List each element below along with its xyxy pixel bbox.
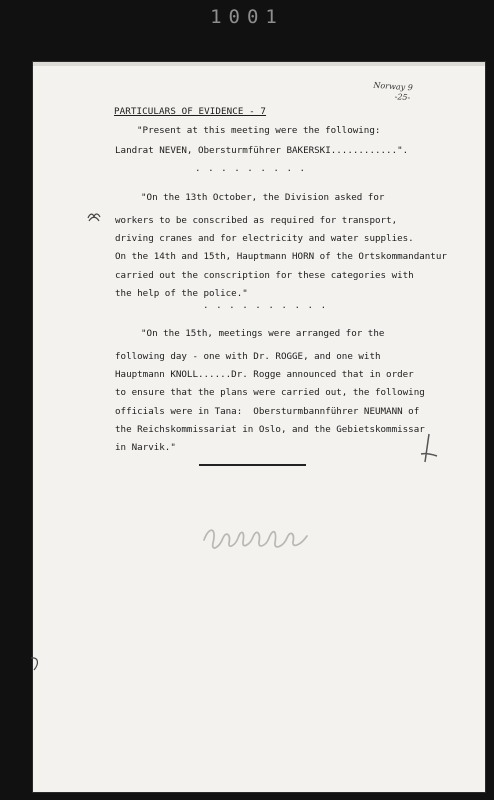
page-top-edge [33,62,485,66]
pencil-signature-icon [201,518,311,556]
document-heading: PARTICULARS OF EVIDENCE - 7 [114,106,267,117]
paragraph-1-line-1: "Present at this meeting were the following: [137,125,381,136]
pencil-hook-mark-icon [29,656,41,672]
paragraph-3-line-1: "On the 15th, meetings were arranged for the [141,328,385,339]
paragraph-3-body: following day - one with Dr. ROGGE, and one with Hauptmann KNOLL......Dr. Rogge announced that in order to ensure that the plans were carried out, the following officials were in Tana: Obersturmbannführer NEUMANN of the Reichskommissariat in Oslo, and the Gebietskommissar in Narvik." [115,351,425,454]
reference-line-2: -25- [394,92,411,103]
reference-line-1: Norway 9 [373,80,414,93]
document-page [33,62,485,792]
handwritten-margin-mark-icon [411,432,439,466]
paragraph-1-line-2: Landrat NEVEN, Obersturmführer BAKERSKI............". [115,145,409,156]
handwritten-reference-note [372,81,413,104]
paragraph-2-line-1: "On the 13th October, the Division asked for [141,192,385,203]
margin-mark-icon [87,211,101,223]
section-separator-2: . . . . . . . . . . [203,300,328,311]
film-frame-number: 1001 [210,6,284,28]
section-separator-1: . . . . . . . . . [195,163,307,174]
paragraph-2-body: workers to be conscribed as required for transport, driving cranes and for electricity and water supplies. On the 14th and 15th, Hauptmann HORN of the Ortskommandantur carried out the conscription for these categories with the help of the police." [115,215,447,299]
closing-rule [199,464,306,466]
